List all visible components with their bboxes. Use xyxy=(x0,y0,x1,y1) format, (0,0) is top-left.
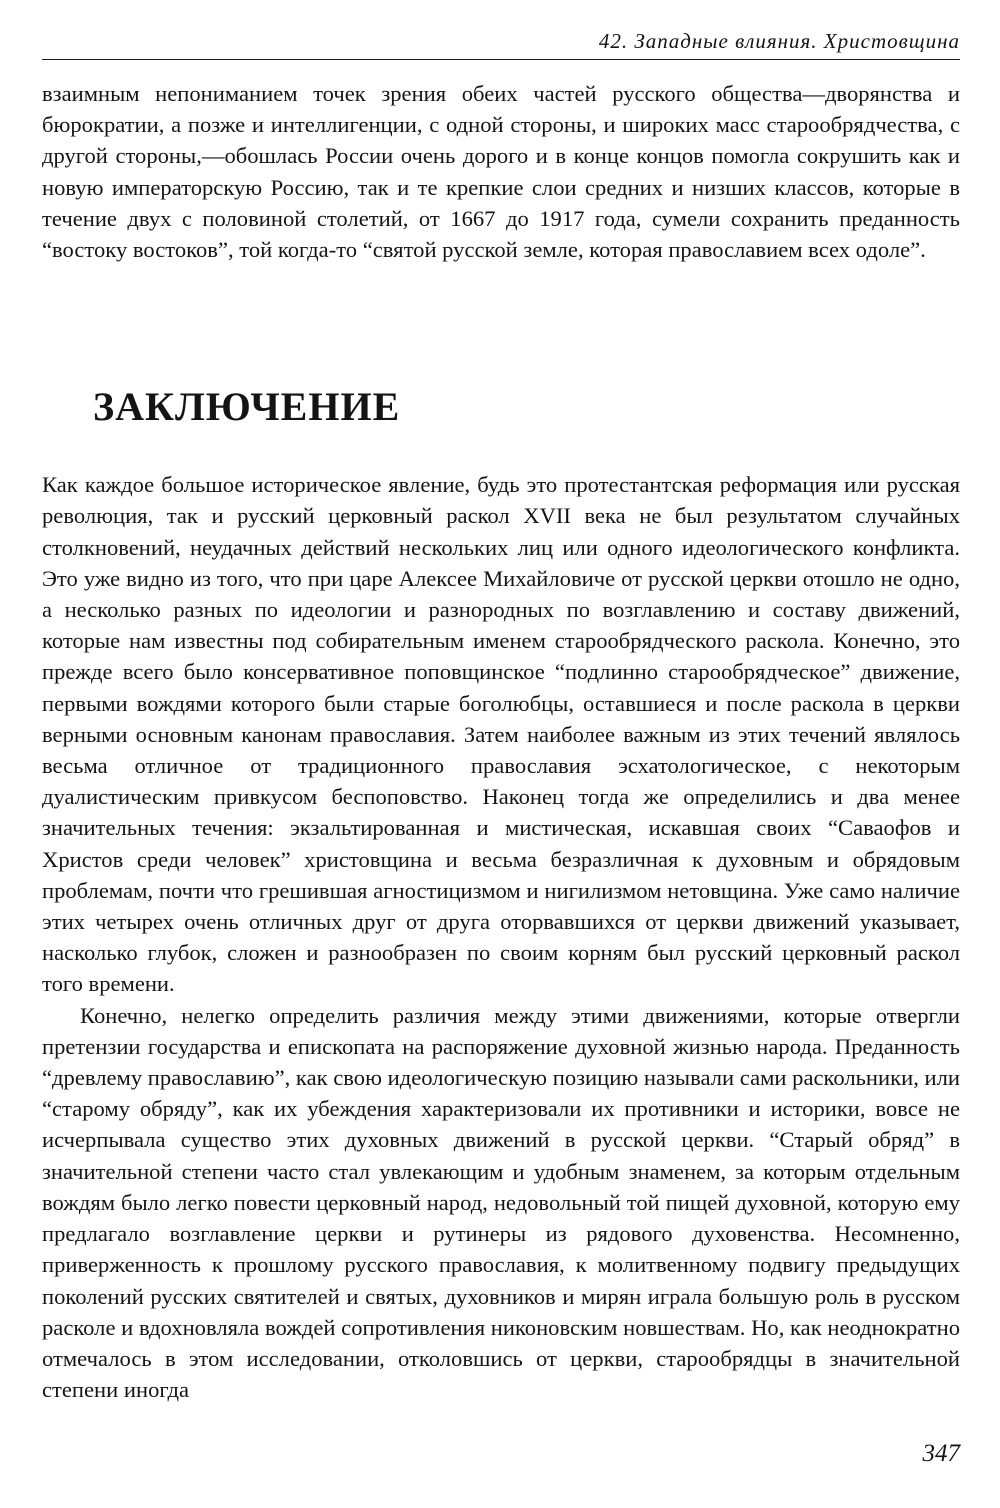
paragraph-continuation: взаимным непониманием точек зрения обеих частей русского общества—дворянства и бюрократии, а позже и интеллигенции, с одной стороны, и широких масс старообрядчества, с другой стороны,—обошлась России очень дорого и в конце концов помогла сокрушить как и новую императорскую Россию, так и те крепкие слои средних и низших классов, которые в течение двух с половиной столетий, от 1667 до 1917 года, сумели сохранить преданность “востоку востоков”, той когда-то “святой русской земле, которая православием всех одоле”. xyxy=(42,81,960,263)
chapter-title: ЗАКЛЮЧЕНИЕ xyxy=(93,384,401,430)
header-rule xyxy=(42,59,960,60)
book-page xyxy=(42,28,960,1405)
paragraph-conclusion-1: Как каждое большое историческое явление, будь это протестантская реформация или русская революция, так и русский церковный раскол XVII века не был результатом случайных столкновений, неудачных действий нескольких лиц или одного идеологического конфликта. Это уже видно из того, что при царе Алексее Михайловиче от русской церкви отошло не одно, а несколько разных по идеологии и разнородных по возглавлению и составу движений, которые нам известны под собирательным именем старообрядческого раскола. Конечно, это прежде всего было консервативное поповщинское “подлинно старообрядческое” движение, первыми вождями которого были старые боголюбцы, оставшиеся и после раскола в церкви верными основным канонам православия. Затем наиболее важным из этих течений являлось весьма отличное от традиционного православия эсхатологическое, с некоторым дуалистическим привкусом беспоповство. Наконец тогда же определились и два менее значительных течения: экзальтированная и мистическая, искавшая своих “Саваофов и Христов среди человек” христовщина и весьма безразличная к духовным и обрядовым проблемам, почти что грешившая агностицизмом и нигилизмом нетовщина. Уже само наличие этих четырех очень отличных друг от друга оторвавшихся от церкви движений указывает, насколько глубок, сложен и разнообразен по своим корням был русский церковный раскол того времени. xyxy=(42,472,960,997)
running-head: 42. Западные влияния. Христовщина xyxy=(598,29,960,53)
paragraph-conclusion-2: Конечно, нелегко определить различия между этими движениями, которые отвергли претензии государства и епископата на распоряжение духовной жизнью народа. Преданность “древлему православию”, как свою идеологическую позицию называли сами раскольники, или “старому обряду”, как их убеждения характеризовали их противники и историки, вовсе не исчерпывала существо этих духовных движений в русской церкви. “Старый обряд” в значительной степени часто стал увлекающим и удобным знаменем, за которым отдельным вождям было легко повести церковный народ, недовольный той пищей духовной, которую ему предлагало возглавление церкви и рутинеры из рядового духовенства. Несомненно, приверженность к прошлому русского православия, к молитвенному подвигу предыдущих поколений русских святителей и святых, духовников и мирян играла большую роль в русском расколе и вдохновляла вождей сопротивления никоновским новшествам. Но, как неоднократно отмечалось в этом исследовании, отколовшись от церкви, старообрядцы в значительной степени иногда xyxy=(42,1002,960,1403)
page-number: 347 xyxy=(922,1440,960,1467)
conclusion-section xyxy=(42,469,960,1405)
